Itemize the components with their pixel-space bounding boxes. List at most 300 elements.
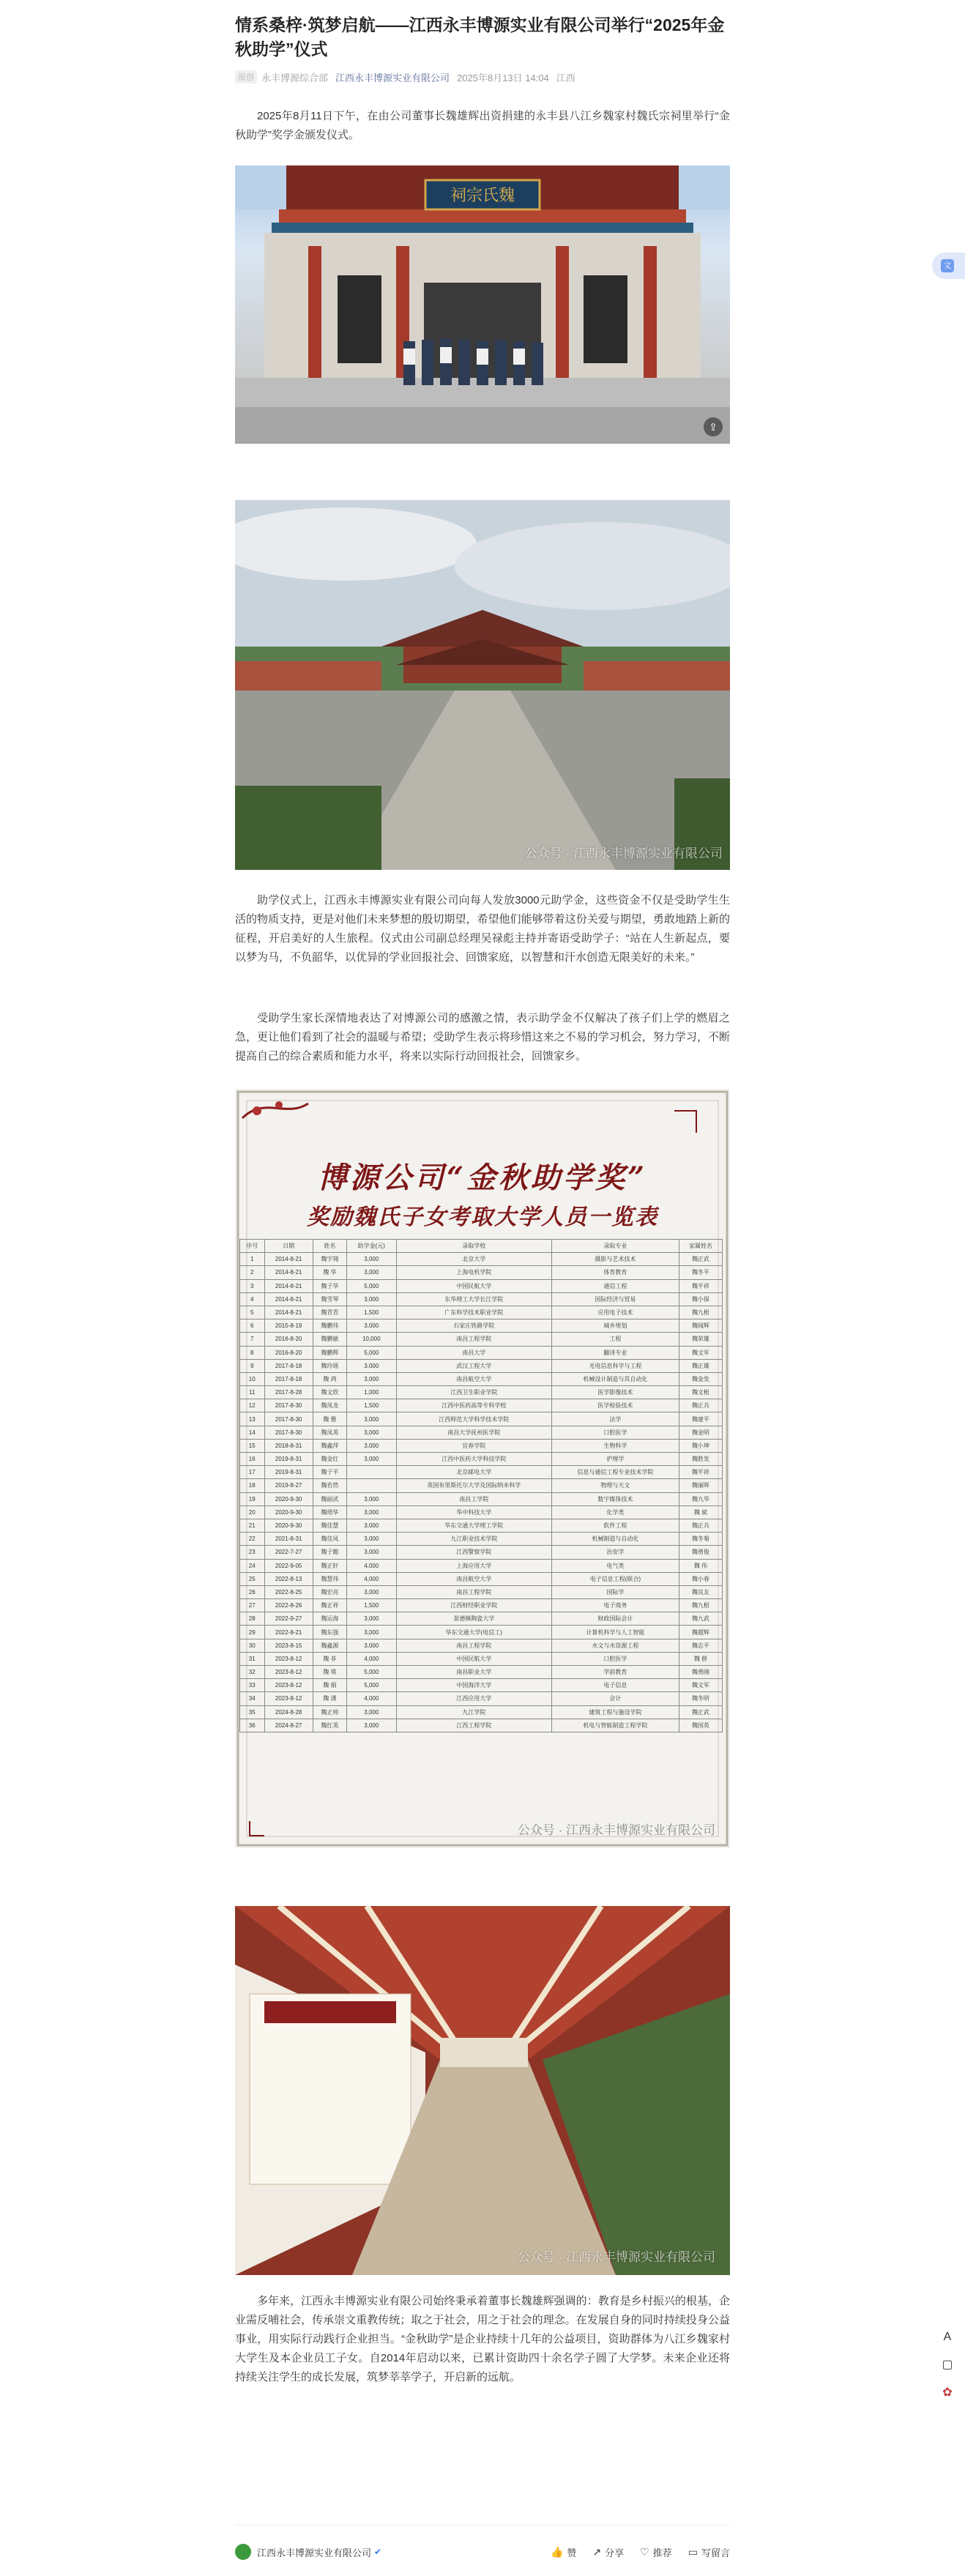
table-cell: 34: [240, 1692, 265, 1705]
table-row: [240, 1626, 723, 1639]
table-header-cell: 姓名: [313, 1240, 346, 1253]
table-cell: 3,000: [347, 1626, 397, 1639]
font-size-icon[interactable]: A: [943, 2331, 952, 2343]
table-cell: 2020-9-30: [264, 1505, 313, 1519]
table-cell: 12: [240, 1399, 265, 1412]
table-cell: 魏运海: [313, 1612, 346, 1626]
table-row: [240, 1412, 723, 1426]
table-cell: 信息与通信工程专业技术学院: [551, 1466, 679, 1479]
sheet-subtitle: 奖励魏氏子女考取大学人员一览表: [307, 1205, 658, 1230]
recommend-label: 推荐: [652, 2547, 672, 2558]
table-cell: 魏小保: [679, 1292, 722, 1306]
table-cell: 36: [240, 1719, 265, 1732]
table-cell: 魏冬菊: [679, 1533, 722, 1546]
table-cell: 3,000: [347, 1585, 397, 1598]
comment-label: 写留言: [701, 2547, 730, 2558]
table-cell: 3,000: [347, 1453, 397, 1466]
table-cell: 魏 华: [313, 1266, 346, 1279]
table-cell: 魏 斌: [679, 1505, 722, 1519]
table-row: [240, 1639, 723, 1652]
courtyard-illustration: [235, 500, 730, 870]
table-cell: 魏雪琴: [313, 1292, 346, 1306]
table-cell: 2016-8-20: [264, 1346, 313, 1359]
table-cell: 华东交通大学理工学院: [396, 1519, 551, 1532]
table-cell: 2019-8-31: [264, 1453, 313, 1466]
table-cell: 魏正武: [679, 1253, 722, 1266]
table-cell: 魏红英: [313, 1719, 346, 1732]
table-cell: 魏 伟: [679, 1559, 722, 1572]
table-cell: 魏冬明: [679, 1692, 722, 1705]
paragraph-2: 助学仪式上，江西永丰博源实业有限公司向每人发放3000元助学金，这些资金不仅是受助学生生活的物质支持，更是对他们未来梦想的殷切期望，希望他们能够带着这份关爱与期望，勇敢地踏上新的征程，开启美好的人生旅程。仪式由公司副总经理吴禄彪主持并寄语受助学子：“站在人生新起点，要以梦为马，不负韶华，以优异的学业回报社会、回馈家庭，以智慧和汗水创造无限美好的未来。”: [235, 894, 730, 964]
translate-icon: 文: [941, 259, 954, 272]
table-cell: 3,000: [347, 1439, 397, 1452]
table-cell: 南昌航空大学: [396, 1372, 551, 1385]
table-cell: 3,000: [347, 1426, 397, 1439]
table-cell: 5,000: [347, 1679, 397, 1692]
table-cell: 4,000: [347, 1652, 397, 1665]
table-cell: 东华理工大学长江学院: [396, 1292, 551, 1306]
table-cell: 景德镇陶瓷大学: [396, 1612, 551, 1626]
table-cell: 机械制造与自动化: [551, 1533, 679, 1546]
table-cell: 电子商务: [551, 1599, 679, 1612]
table-cell: 25: [240, 1572, 265, 1585]
table-cell: 魏 潇: [313, 1692, 346, 1705]
table-cell: 江西卫生职业学院: [396, 1386, 551, 1399]
table-cell: 国际学: [551, 1585, 679, 1598]
table-header-cell: 录取学校: [396, 1240, 551, 1253]
table-cell: 计算机科学与人工智能: [551, 1626, 679, 1639]
table-cell: 1,000: [347, 1386, 397, 1399]
table-header-cell: 录取专业: [551, 1240, 679, 1253]
table-cell: 中国海洋大学: [396, 1679, 551, 1692]
table-cell: 魏鑫源: [313, 1639, 346, 1652]
table-cell: 魏荣雄: [679, 1333, 722, 1346]
table-cell: 21: [240, 1519, 265, 1532]
table-cell: 魏文根: [679, 1386, 722, 1399]
comment-icon[interactable]: ▢: [942, 2359, 953, 2371]
table-cell: 28: [240, 1612, 265, 1626]
table-cell: 魏建平: [679, 1412, 722, 1426]
bottom-bar: [235, 2541, 730, 2563]
table-cell: 电子信息工程(联合): [551, 1572, 679, 1585]
table-cell: 中国民航大学: [396, 1279, 551, 1292]
table-cell: 2017-8-30: [264, 1399, 313, 1412]
table-cell: 35: [240, 1705, 265, 1719]
table-cell: 治安学: [551, 1546, 679, 1559]
table-row: [240, 1319, 723, 1333]
table-cell: 2023-8-15: [264, 1639, 313, 1652]
table-cell: 1,500: [347, 1599, 397, 1612]
table-cell: 2023-8-12: [264, 1679, 313, 1692]
table-row: [240, 1359, 723, 1372]
table-cell: 17: [240, 1466, 265, 1479]
table-cell: 3,000: [347, 1253, 397, 1266]
table-cell: [347, 1479, 397, 1492]
table-cell: 2017-8-28: [264, 1386, 313, 1399]
table-cell: 魏金发: [679, 1372, 722, 1385]
table-cell: 2014-8-21: [264, 1292, 313, 1306]
table-cell: 南昌工程学院: [396, 1585, 551, 1598]
table-cell: 5: [240, 1306, 265, 1319]
table-cell: 翻译专业: [551, 1346, 679, 1359]
table-cell: 魏文军: [679, 1346, 722, 1359]
table-cell: 魏平祥: [679, 1466, 722, 1479]
table-cell: 北京邮电大学: [396, 1466, 551, 1479]
table-cell: 魏 群: [679, 1652, 722, 1665]
table-cell: 13: [240, 1412, 265, 1426]
table-cell: 数字媒体技术: [551, 1492, 679, 1505]
table-cell: 2020-9-30: [264, 1492, 313, 1505]
table-cell: 2019-8-27: [264, 1479, 313, 1492]
table-cell: 2016-8-20: [264, 1333, 313, 1346]
table-row: [240, 1426, 723, 1439]
table-cell: 魏九根: [679, 1306, 722, 1319]
table-row: [240, 1266, 723, 1279]
table-cell: 财政国际会计: [551, 1612, 679, 1626]
table-cell: 广东科学技术职业学院: [396, 1306, 551, 1319]
table-cell: 2022-7-27: [264, 1546, 313, 1559]
table-cell: 魏鹏伟: [313, 1319, 346, 1333]
table-cell: 32: [240, 1666, 265, 1679]
table-cell: 法学: [551, 1412, 679, 1426]
table-row: [240, 1666, 723, 1679]
table-cell: 魏东强: [313, 1626, 346, 1639]
table-cell: 医学影像技术: [551, 1386, 679, 1399]
table-cell: 电气类: [551, 1559, 679, 1572]
table-cell: 魏子懿: [313, 1546, 346, 1559]
table-cell: 4: [240, 1292, 265, 1306]
table-cell: 体育教育: [551, 1266, 679, 1279]
table-cell: 14: [240, 1426, 265, 1439]
table-cell: 学前教育: [551, 1666, 679, 1679]
table-cell: 应用电子技术: [551, 1306, 679, 1319]
paragraph-3: 受助学生家长深情地表达了对博源公司的感激之情，表示助学金不仅解决了孩子们上学的燃眉之急，更让他们看到了社会的温暖与希望；受助学生表示将珍惜这来之不易的学习机会，努力学习，不断提高自己的综合素质和能力水平，将来以实际行动回报社会，回馈家乡。: [235, 1012, 730, 1062]
table-cell: 3,000: [347, 1372, 397, 1385]
table-cell: 31: [240, 1652, 265, 1665]
table-cell: 魏正雄: [679, 1359, 722, 1372]
table-cell: 33: [240, 1679, 265, 1692]
article-meta: [235, 69, 730, 85]
like-label: 赞: [567, 2547, 577, 2558]
table-cell: 九江职业技术学院: [396, 1533, 551, 1546]
table-cell: 2020-9-30: [264, 1519, 313, 1532]
table-cell: 电子信息: [551, 1679, 679, 1692]
table-cell: 2022-8-25: [264, 1585, 313, 1598]
like-button[interactable]: [551, 2545, 576, 2559]
table-cell: 30: [240, 1639, 265, 1652]
table-cell: 南昌大学: [396, 1346, 551, 1359]
table-cell: 魏 雅: [313, 1412, 346, 1426]
table-cell: 魏子华: [313, 1279, 346, 1292]
photo-corridor[interactable]: [235, 1906, 730, 2275]
recommend-button[interactable]: [640, 2545, 672, 2559]
table-cell: 3: [240, 1279, 265, 1292]
table-cell: 魏文军: [679, 1679, 722, 1692]
table-cell: 2022-8-13: [264, 1572, 313, 1585]
table-cell: 2018-8-31: [264, 1439, 313, 1452]
table-cell: 2022-9-27: [264, 1612, 313, 1626]
table-cell: 魏九华: [679, 1492, 722, 1505]
table-cell: 魏正武: [679, 1705, 722, 1719]
table-cell: 宜春学院: [396, 1439, 551, 1452]
table-cell: 魏宇翔: [313, 1253, 346, 1266]
table-cell: 水文与水资源工程: [551, 1639, 679, 1652]
table-cell: 机电与智能制造工程学院: [551, 1719, 679, 1732]
table-cell: 魏佳慧: [313, 1519, 346, 1532]
table-row: [240, 1505, 723, 1519]
table-cell: 石家庄铁路学院: [396, 1319, 551, 1333]
table-cell: 3,000: [347, 1546, 397, 1559]
table-cell: 魏勇刚: [679, 1666, 722, 1679]
table-row: [240, 1572, 723, 1585]
comment-button[interactable]: [688, 2545, 730, 2559]
table-row: [240, 1279, 723, 1292]
table-cell: 22: [240, 1533, 265, 1546]
table-cell: 2014-8-21: [264, 1253, 313, 1266]
table-cell: 11: [240, 1386, 265, 1399]
table-cell: 魏正兵: [679, 1519, 722, 1532]
table-row: [240, 1599, 723, 1612]
table-cell: 27: [240, 1599, 265, 1612]
table-cell: 魏鹏辉: [313, 1346, 346, 1359]
table-cell: 江西应用大学: [396, 1692, 551, 1705]
table-cell: 3,000: [347, 1359, 397, 1372]
table-cell: 中国民航大学: [396, 1652, 551, 1665]
table-row: [240, 1479, 723, 1492]
table-cell: 2017-8-18: [264, 1359, 313, 1372]
table-header-cell: 序号: [240, 1240, 265, 1253]
table-cell: 3,000: [347, 1266, 397, 1279]
table-cell: 南昌工程学院: [396, 1333, 551, 1346]
account-avatar[interactable]: [235, 2544, 251, 2560]
table-header-cell: 助学金(元): [347, 1240, 397, 1253]
share-label: 分享: [605, 2547, 625, 2558]
table-row: [240, 1612, 723, 1626]
watermark: 公众号 · 江西永丰博源实业有限公司: [517, 1823, 715, 1837]
table-cell: 魏小春: [679, 1572, 722, 1585]
table-cell: 魏志平: [679, 1639, 722, 1652]
table-cell: 魏胜发: [679, 1453, 722, 1466]
photo-temple-courtyard[interactable]: [235, 500, 730, 870]
table-cell: 6: [240, 1319, 265, 1333]
table-cell: 魏佳凤: [313, 1533, 346, 1546]
table-row: [240, 1333, 723, 1346]
table-cell: 2022-9-05: [264, 1559, 313, 1572]
table-cell: 2014-8-21: [264, 1266, 313, 1279]
table-cell: 魏金明: [679, 1426, 722, 1439]
table-cell: 20: [240, 1505, 265, 1519]
table-cell: 魏鹏敏: [313, 1333, 346, 1346]
table-cell: 魏若然: [313, 1479, 346, 1492]
table-cell: 江西师范大学科学技术学院: [396, 1412, 551, 1426]
table-row: [240, 1585, 723, 1598]
table-cell: 3,000: [347, 1412, 397, 1426]
comment-box-icon: ▭: [688, 2545, 698, 2558]
image-share-button[interactable]: ⇪: [704, 417, 723, 436]
table-cell: 23: [240, 1546, 265, 1559]
table-cell: 九江学院: [396, 1705, 551, 1719]
translate-button[interactable]: [932, 253, 965, 279]
account-link[interactable]: 江西永丰博源实业有限公司: [335, 72, 450, 83]
table-cell: 魏 鸿: [313, 1372, 346, 1385]
table-cell: 江西中医药大学科技学院: [396, 1453, 551, 1466]
share-icon[interactable]: ✿: [942, 2386, 953, 2399]
account-name[interactable]: 江西永丰博源实业有限公司: [257, 2547, 372, 2558]
table-cell: 魏珺华: [313, 1505, 346, 1519]
table-row: [240, 1705, 723, 1719]
table-cell: 魏正轩: [313, 1559, 346, 1572]
table-cell: 4,000: [347, 1559, 397, 1572]
table-cell: 魏平祥: [679, 1279, 722, 1292]
table-row: [240, 1306, 723, 1319]
table-row: [240, 1719, 723, 1732]
table-cell: 魏鑫萍: [313, 1439, 346, 1452]
table-cell: 魏国英: [679, 1719, 722, 1732]
table-cell: 华东交通大学(电信工): [396, 1626, 551, 1639]
table-cell: 物理与天文: [551, 1479, 679, 1492]
table-cell: 医学检验技术: [551, 1399, 679, 1412]
table-cell: 魏九武: [679, 1612, 722, 1626]
table-cell: 魏青青: [313, 1306, 346, 1319]
table-cell: 魏文欣: [313, 1386, 346, 1399]
table-cell: 5,000: [347, 1346, 397, 1359]
table-cell: 2: [240, 1266, 265, 1279]
table-cell: 4,000: [347, 1572, 397, 1585]
table-cell: 英国布里斯托尔大学及国际纳米科学: [396, 1479, 551, 1492]
table-cell: 南昌大学抚州医学院: [396, 1426, 551, 1439]
table-row: [240, 1346, 723, 1359]
table-cell: 南昌工学院: [396, 1492, 551, 1505]
share-button[interactable]: [592, 2545, 624, 2559]
table-row: [240, 1559, 723, 1572]
table-cell: 2017-8-30: [264, 1426, 313, 1439]
table-row: [240, 1492, 723, 1505]
table-cell: 江西警察学院: [396, 1546, 551, 1559]
table-cell: 魏良友: [679, 1585, 722, 1598]
table-cell: 2023-8-12: [264, 1652, 313, 1665]
table-row: [240, 1292, 723, 1306]
table-cell: 5,000: [347, 1666, 397, 1679]
table-cell: 15: [240, 1439, 265, 1452]
photo-temple-entrance[interactable]: [235, 165, 730, 444]
table-cell: 2019-8-31: [264, 1466, 313, 1479]
table-cell: 江西中医药高等专科学校: [396, 1399, 551, 1412]
table-row: [240, 1679, 723, 1692]
table-cell: 26: [240, 1585, 265, 1598]
table-cell: 城乡规划: [551, 1319, 679, 1333]
table-cell: 生物科学: [551, 1439, 679, 1452]
table-cell: 魏玲瑶: [313, 1359, 346, 1372]
table-cell: 魏勇俊: [679, 1546, 722, 1559]
table-cell: 上海电机学院: [396, 1266, 551, 1279]
corridor-illustration: [235, 1906, 730, 2275]
table-header-cell: 家属姓名: [679, 1240, 722, 1253]
table-cell: 7: [240, 1333, 265, 1346]
publish-location: 江西: [556, 72, 575, 83]
table-cell: 2017-8-18: [264, 1372, 313, 1385]
table-cell: 光电信息科学与工程: [551, 1359, 679, 1372]
table-row: [240, 1533, 723, 1546]
heart-icon: ♡: [640, 2545, 649, 2558]
table-cell: 2021-8-31: [264, 1533, 313, 1546]
table-cell: 口腔医学: [551, 1426, 679, 1439]
table-cell: 19: [240, 1492, 265, 1505]
table-cell: 魏 菲: [313, 1652, 346, 1665]
article-title: 情系桑梓·筑梦启航——江西永丰博源实业有限公司举行“2025年金秋助学”仪式: [235, 15, 725, 59]
table-cell: 魏超辉: [679, 1626, 722, 1639]
table-row: [240, 1253, 723, 1266]
table-cell: 魏正祥: [313, 1599, 346, 1612]
table-cell: 武汉工程大学: [396, 1359, 551, 1372]
table-cell: 2023-8-12: [264, 1666, 313, 1679]
table-cell: 8: [240, 1346, 265, 1359]
table-cell: 南昌工程学院: [396, 1639, 551, 1652]
table-cell: 上海应用大学: [396, 1559, 551, 1572]
table-cell: 24: [240, 1559, 265, 1572]
table-cell: 16: [240, 1453, 265, 1466]
table-cell: 29: [240, 1626, 265, 1639]
original-tag: 原创: [235, 70, 257, 83]
table-cell: 魏 娟: [313, 1679, 346, 1692]
table-cell: 魏子平: [313, 1466, 346, 1479]
table-cell: [347, 1466, 397, 1479]
table-header-cell: 日期: [264, 1240, 313, 1253]
table-cell: 3,000: [347, 1492, 397, 1505]
table-cell: 魏慧伟: [313, 1572, 346, 1585]
table-cell: 1: [240, 1253, 265, 1266]
table-cell: 3,000: [347, 1519, 397, 1532]
table-cell: 5,000: [347, 1279, 397, 1292]
table-cell: 南昌职业大学: [396, 1666, 551, 1679]
table-cell: 1,500: [347, 1306, 397, 1319]
table-cell: 魏闻辉: [679, 1319, 722, 1333]
table-row: [240, 1546, 723, 1559]
table-cell: 魏 琪: [313, 1666, 346, 1679]
table-cell: 2015-8-19: [264, 1319, 313, 1333]
publish-time: 2025年8月13日 14:04: [457, 72, 549, 83]
table-cell: 1,500: [347, 1399, 397, 1412]
table-cell: 化学类: [551, 1505, 679, 1519]
table-cell: 北京大学: [396, 1253, 551, 1266]
share-arrow-icon: ↗: [592, 2545, 602, 2558]
table-cell: 3,000: [347, 1612, 397, 1626]
table-cell: 3,000: [347, 1505, 397, 1519]
table-cell: 口腔医学: [551, 1652, 679, 1665]
table-row: [240, 1519, 723, 1532]
table-cell: 魏凤龙: [313, 1399, 346, 1412]
paragraph-4: 多年来，江西永丰博源实业有限公司始终秉承着董事长魏雄辉强调的：教育是乡村振兴的根基，企业需反哺社会，传承崇文重教传统；取之于社会，用之于社会的理念。在发展自身的同时持续投身公益事业，用实际行动践行企业担当。“金秋助学”是企业持续十几年的公益项目，资助群体为八江乡魏家村大学生及本企业员工子女。自2014年启动以来，已累计资助四十余名学子圆了大学梦。未来企业还将持续关注学生的成长发展，筑梦莘莘学子，开启新的远航。: [235, 2295, 730, 2383]
table-cell: 南昌航空大学: [396, 1572, 551, 1585]
scholarship-table: [239, 1239, 723, 1732]
table-cell: 魏丽武: [313, 1492, 346, 1505]
watermark: 公众号 · 江西永丰博源实业有限公司: [524, 846, 723, 860]
table-cell: 2022-8-21: [264, 1626, 313, 1639]
table-row: [240, 1386, 723, 1399]
table-cell: 魏金红: [313, 1453, 346, 1466]
table-cell: 魏正兵: [679, 1399, 722, 1412]
paragraph-1: 2025年8月11日下午，在由公司董事长魏雄辉出资捐建的永丰县八江乡魏家村魏氏宗祠里举行“金秋助学”奖学金颁发仪式。: [235, 110, 730, 141]
photo-scholarship-list[interactable]: [235, 1089, 730, 1848]
table-cell: 会计: [551, 1692, 679, 1705]
table-row: [240, 1372, 723, 1385]
table-row: [240, 1399, 723, 1412]
table-cell: 3,000: [347, 1319, 397, 1333]
table-cell: 2014-8-21: [264, 1279, 313, 1292]
table-cell: 华中科技大学: [396, 1505, 551, 1519]
table-cell: 3,000: [347, 1533, 397, 1546]
table-cell: 2017-8-30: [264, 1412, 313, 1426]
table-row: [240, 1439, 723, 1452]
